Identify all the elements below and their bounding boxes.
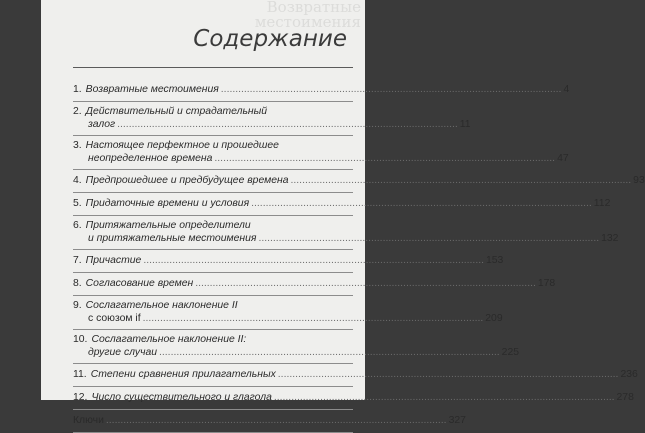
toc-entry-title-continued: и притяжательные местоимения [88, 233, 257, 244]
toc-entry-number: 5. [73, 198, 82, 209]
toc-entry-number: 1. [73, 84, 82, 95]
toc-entry-page: 236 [620, 369, 638, 380]
toc-entry-title: Возвратные местоимения [85, 84, 219, 95]
toc-entry-title: Сослагательное наклонение II [85, 300, 238, 311]
toc-entry-12[interactable] [73, 387, 634, 410]
toc-entry-keys[interactable] [73, 410, 466, 433]
toc-entry-10[interactable] [73, 330, 520, 364]
toc-entry-number: 7. [73, 255, 82, 266]
toc-entry-number: 4. [73, 175, 82, 186]
dot-leader [117, 118, 458, 131]
toc-entry-page: 327 [448, 415, 466, 426]
toc-entry-page: 11 [459, 119, 471, 130]
toc-entry-page: 47 [557, 153, 569, 164]
toc-entry-title: Степени сравнения прилагательных [90, 369, 276, 380]
toc-entry-3[interactable] [73, 136, 569, 170]
toc-entry-title-continued: другие случаи [88, 347, 158, 358]
toc-entry-2[interactable] [73, 102, 471, 136]
book-page [41, 0, 645, 426]
dot-leader [291, 174, 632, 187]
toc-entry-page: 132 [601, 233, 619, 244]
table-of-contents [73, 79, 645, 433]
toc-entry-8[interactable] [73, 273, 556, 296]
dot-leader [195, 277, 536, 290]
dot-leader [221, 83, 562, 96]
toc-entry-title: Настоящее перфектное и прошедшее [85, 140, 279, 151]
toc-entry-page: 93 [633, 175, 645, 186]
toc-entry-title: Причастие [85, 255, 142, 266]
toc-entry-title: Согласование времен [85, 278, 194, 289]
dot-leader [159, 346, 500, 359]
toc-entry-title: Действительный и страдательный [85, 106, 268, 117]
bleed-through-line-2: местоимения [254, 13, 361, 31]
title-underline [73, 67, 353, 68]
dot-leader [143, 312, 484, 325]
toc-entry-page: 4 [563, 84, 570, 95]
dot-leader [143, 254, 484, 267]
toc-entry-number: 12. [73, 392, 88, 403]
toc-entry-title: Ключи [73, 415, 104, 426]
toc-entry-title: Число существительного и глагола [91, 392, 272, 403]
toc-entry-title: Придаточные времени и условия [85, 198, 250, 209]
bleed-through-line-1: Возвратные [266, 0, 361, 16]
dot-leader [214, 152, 555, 165]
dot-leader [251, 197, 592, 210]
dot-leader [274, 391, 615, 404]
toc-entry-4[interactable] [73, 170, 645, 193]
toc-entry-page: 153 [485, 255, 504, 266]
toc-entry-page: 178 [537, 278, 556, 289]
toc-entry-page: 225 [501, 347, 520, 358]
toc-entry-number: 3. [73, 140, 82, 151]
toc-entry-1[interactable] [73, 79, 570, 102]
toc-entry-number: 6. [73, 220, 82, 231]
toc-entry-title: Сослагательное наклонение II: [91, 334, 247, 345]
dot-leader [106, 414, 447, 427]
dot-leader [278, 368, 619, 381]
toc-entry-title: Предпрошедшее и предбудущее времена [85, 175, 289, 186]
toc-entry-number: 9. [73, 300, 82, 311]
toc-entry-page: 278 [616, 392, 634, 403]
toc-entry-number: 8. [73, 278, 82, 289]
toc-entry-number: 2. [73, 106, 82, 117]
toc-entry-6[interactable] [73, 216, 619, 250]
dot-leader [258, 232, 599, 245]
toc-entry-page: 209 [485, 313, 503, 324]
toc-entry-9[interactable] [73, 296, 503, 330]
toc-entry-number: 10. [73, 334, 88, 345]
toc-entry-7[interactable] [73, 250, 504, 273]
toc-entry-title: Притяжательные определители [85, 220, 251, 231]
toc-entry-title-continued: залог [88, 119, 116, 130]
toc-entry-11[interactable] [73, 364, 638, 387]
toc-entry-title-continued: с союзом if [88, 313, 141, 324]
toc-entry-number: 11. [73, 369, 87, 380]
toc-entry-title-continued: неопределенное времена [88, 153, 213, 164]
page-title: Содержание [193, 26, 347, 52]
toc-entry-page: 112 [593, 198, 611, 209]
toc-entry-5[interactable] [73, 193, 611, 216]
